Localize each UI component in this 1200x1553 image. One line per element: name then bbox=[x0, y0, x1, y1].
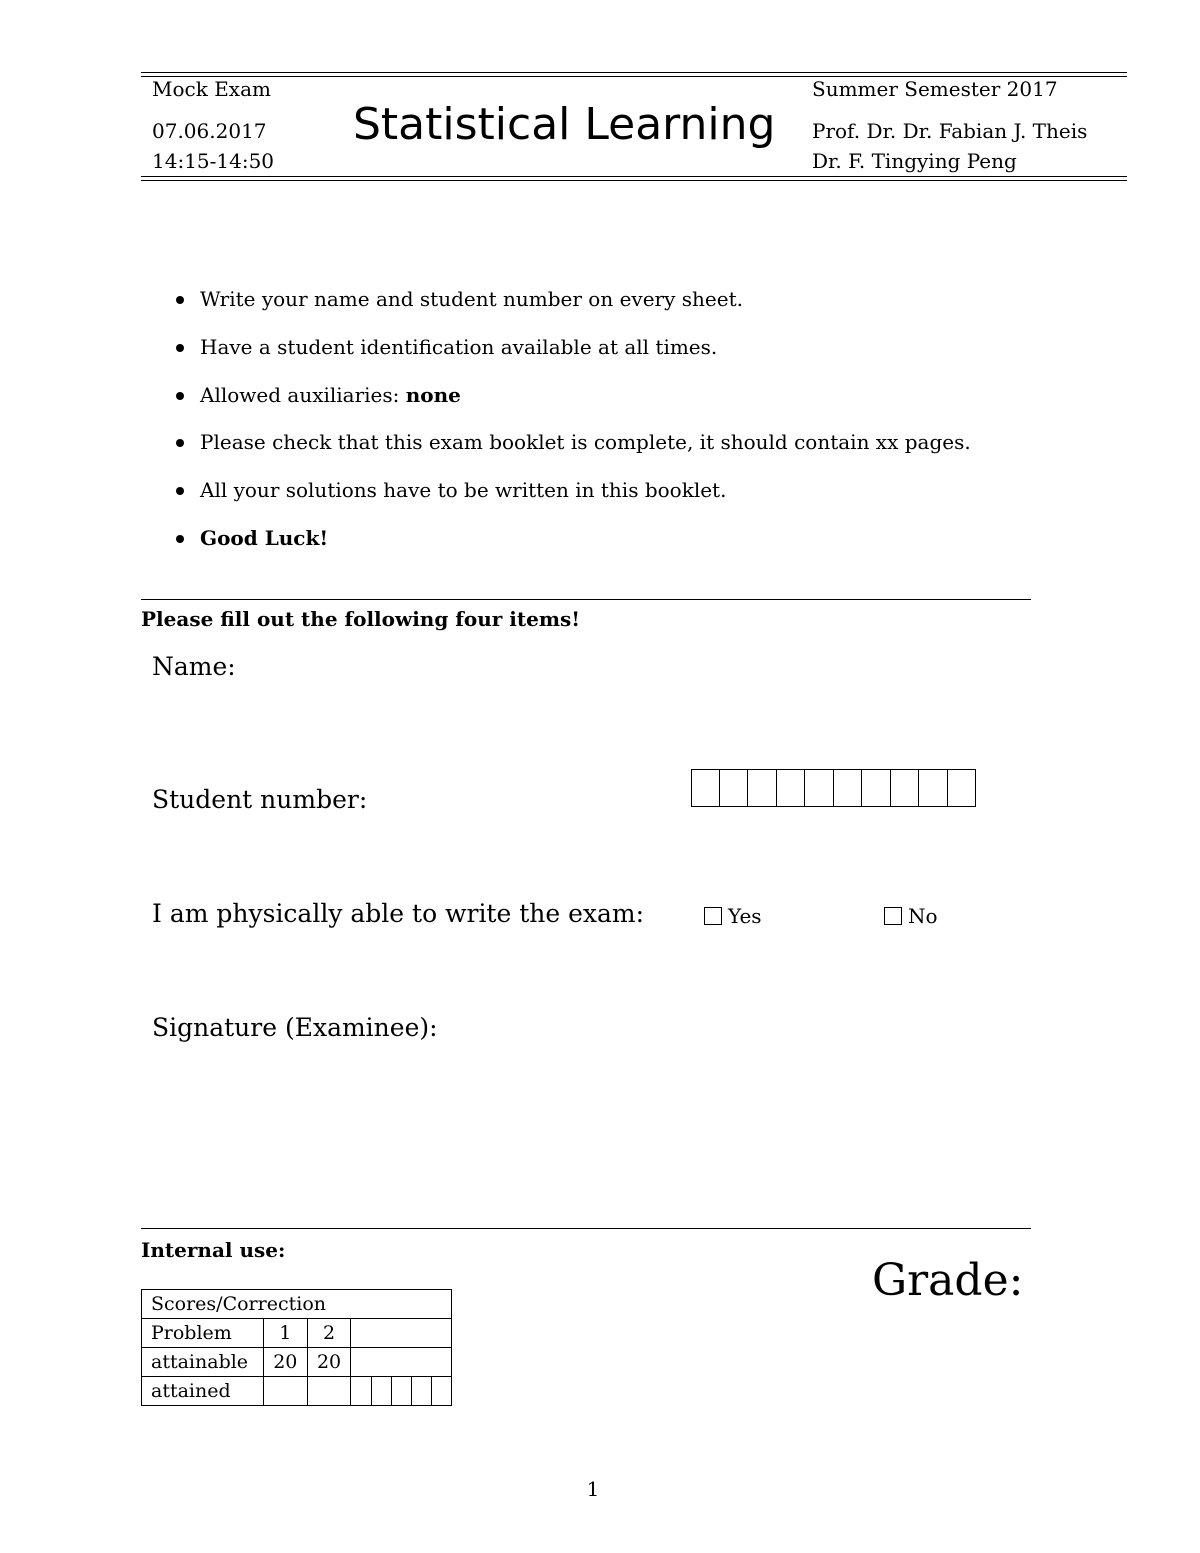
problem-number: 1 bbox=[263, 1319, 307, 1348]
header-top-rule bbox=[141, 72, 1127, 73]
scores-table bbox=[141, 1289, 452, 1406]
bullet-icon bbox=[176, 392, 184, 400]
student-number-digit[interactable] bbox=[891, 769, 920, 807]
header-bottom-rule-2 bbox=[141, 180, 1127, 181]
student-number-digit[interactable] bbox=[862, 769, 891, 807]
table-row bbox=[142, 1290, 452, 1319]
table-cell-empty bbox=[351, 1348, 452, 1377]
internal-section-rule bbox=[141, 1228, 1031, 1229]
attained-cell[interactable] bbox=[431, 1377, 451, 1406]
instructions-list bbox=[176, 286, 971, 573]
signature-label: Signature (Examinee): bbox=[152, 1013, 438, 1042]
problem-label: Problem bbox=[142, 1319, 264, 1348]
table-cell-empty bbox=[351, 1319, 452, 1348]
bullet-icon bbox=[176, 344, 184, 352]
checkbox-icon[interactable] bbox=[704, 907, 722, 925]
scores-caption: Scores/Correction bbox=[142, 1290, 452, 1319]
attained-label: attained bbox=[142, 1377, 264, 1406]
student-number-digit[interactable] bbox=[691, 769, 720, 807]
attainable-label: attainable bbox=[142, 1348, 264, 1377]
instruction-item: Allowed auxiliaries: none bbox=[176, 382, 971, 430]
attained-cell[interactable] bbox=[263, 1377, 307, 1406]
student-number-digit[interactable] bbox=[748, 769, 777, 807]
student-number-digit[interactable] bbox=[720, 769, 749, 807]
instruction-item: Write your name and student number on every sheet. bbox=[176, 286, 971, 334]
attained-cell[interactable] bbox=[351, 1377, 371, 1406]
attainable-points: 20 bbox=[307, 1348, 351, 1377]
internal-heading: Internal use: bbox=[141, 1238, 286, 1262]
exam-type: Mock Exam bbox=[152, 77, 271, 101]
semester: Summer Semester 2017 bbox=[812, 77, 1058, 101]
form-section-rule bbox=[141, 599, 1031, 600]
attainable-points: 20 bbox=[263, 1348, 307, 1377]
problem-number: 2 bbox=[307, 1319, 351, 1348]
no-label: No bbox=[908, 904, 938, 928]
course-title: Statistical Learning bbox=[353, 99, 776, 150]
bullet-icon bbox=[176, 439, 184, 447]
instruction-item: Please check that this exam booklet is complete, it should contain xx pages. bbox=[176, 429, 971, 477]
student-number-label: Student number: bbox=[152, 785, 368, 814]
page-number: 1 bbox=[586, 1477, 600, 1501]
header-bottom-rule bbox=[141, 176, 1127, 177]
table-row bbox=[142, 1348, 452, 1377]
student-number-digit[interactable] bbox=[834, 769, 863, 807]
student-number-digit[interactable] bbox=[948, 769, 977, 807]
instruction-item: All your solutions have to be written in this booklet. bbox=[176, 477, 971, 525]
checkbox-icon[interactable] bbox=[884, 907, 902, 925]
exam-date: 07.06.2017 bbox=[152, 119, 267, 143]
attained-cell[interactable] bbox=[411, 1377, 431, 1406]
form-heading: Please fill out the following four items! bbox=[141, 607, 581, 631]
yes-checkbox[interactable] bbox=[704, 904, 762, 928]
lecturer: Prof. Dr. Dr. Fabian J. Theis bbox=[812, 119, 1088, 143]
bullet-icon bbox=[176, 535, 184, 543]
instruction-item: Have a student identification available at all times. bbox=[176, 334, 971, 382]
attained-cell[interactable] bbox=[307, 1377, 351, 1406]
student-number-digit[interactable] bbox=[805, 769, 834, 807]
exam-time: 14:15-14:50 bbox=[152, 149, 275, 173]
name-label: Name: bbox=[152, 652, 236, 681]
assistant: Dr. F. Tingying Peng bbox=[812, 149, 1017, 173]
attained-cell[interactable] bbox=[371, 1377, 391, 1406]
student-number-digit[interactable] bbox=[777, 769, 806, 807]
able-label: I am physically able to write the exam: bbox=[152, 899, 645, 928]
bullet-icon bbox=[176, 296, 184, 304]
table-row bbox=[142, 1319, 452, 1348]
instruction-item: Good Luck! bbox=[176, 525, 971, 573]
student-number-digit[interactable] bbox=[919, 769, 948, 807]
no-checkbox[interactable] bbox=[884, 904, 938, 928]
bullet-icon bbox=[176, 487, 184, 495]
attained-cell[interactable] bbox=[391, 1377, 411, 1406]
yes-label: Yes bbox=[728, 904, 762, 928]
table-row bbox=[142, 1377, 452, 1406]
grade-label: Grade: bbox=[872, 1255, 1024, 1306]
student-number-boxes[interactable] bbox=[691, 769, 976, 807]
